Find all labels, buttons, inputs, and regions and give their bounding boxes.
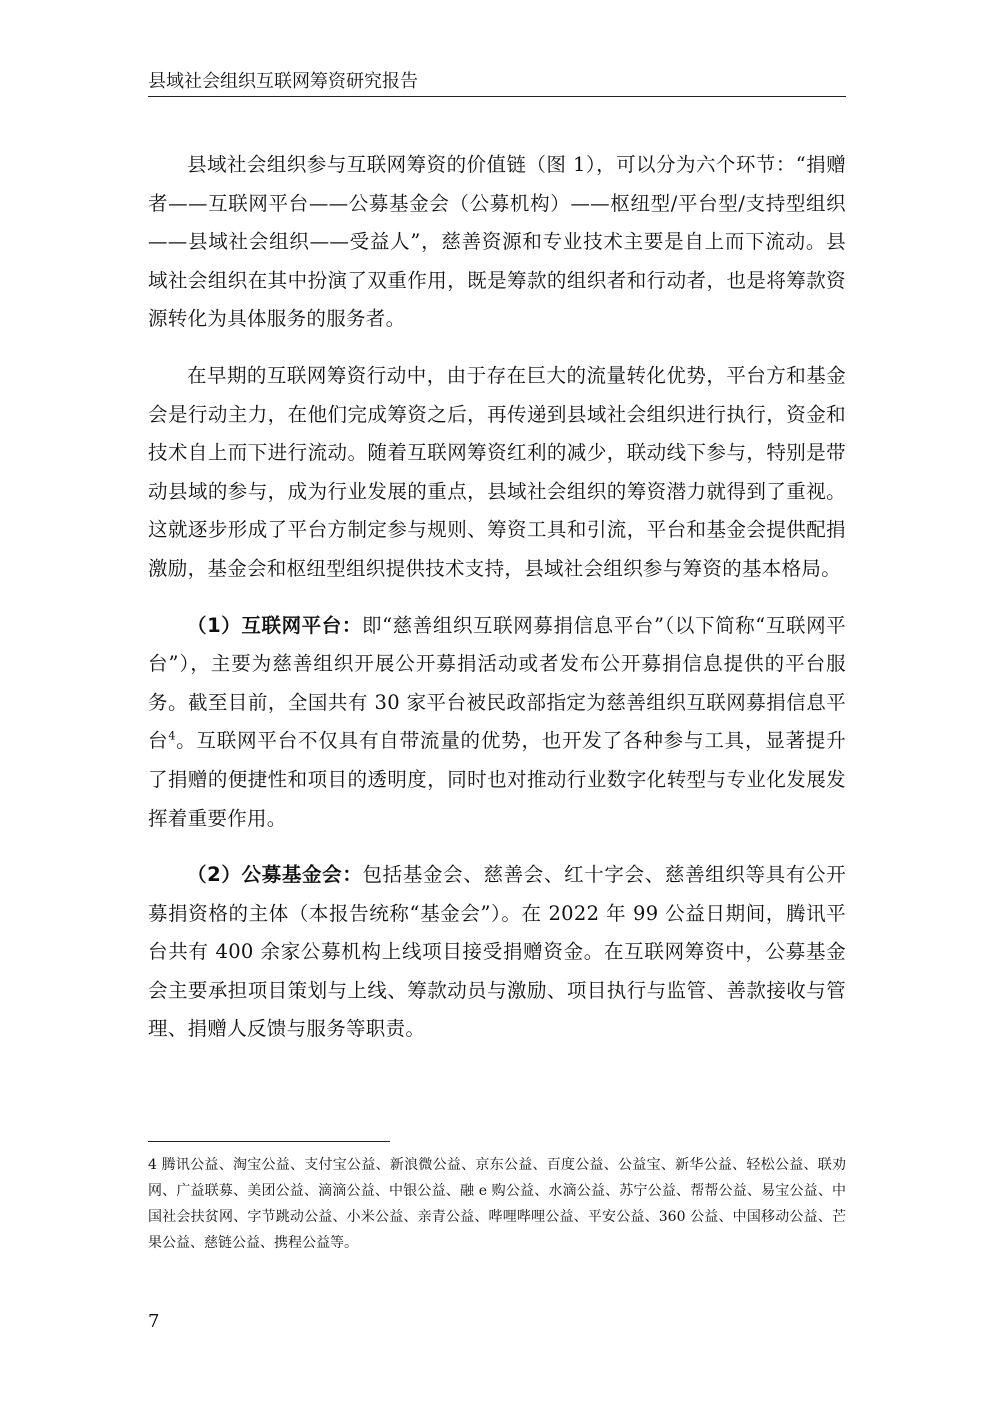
page-number: 7 (148, 1311, 160, 1332)
paragraph-text-public-foundation: 包括基金会、慈善会、红十字会、慈善组织等具有公开募捐资格的主体（本报告统称“基金会”）。在 2022 年 99 公益日期间，腾讯平台共有 400 余家公募机构上线项目接受捐赠资金。在互联网筹资中，公募基金会主要承担项目策划与上线、筹款动员与激励、项目执行与监管、善款接收与管理、捐赠人反馈与服务等职责。 (148, 863, 846, 1041)
running-header (148, 70, 846, 97)
footnote-reference[interactable]: 4 (168, 729, 176, 743)
paragraph-early-fundraising: 在早期的互联网筹资行动中，由于存在巨大的流量转化优势，平台方和基金会是行动主力，在他们完成筹资之后，再传递到县域社会组织进行执行，资金和技术自上而下进行流动。随着互联网筹资红利的减少，联动线下参与，特别是带动县域的参与，成为行业发展的重点，县域社会组织的筹资潜力就得到了重视。这就逐步形成了平台方制定参与规则、筹资工具和引流，平台和基金会提供配捐激励，基金会和枢纽型组织提供技术支持，县域社会组织参与筹资的基本格局。 (148, 363, 846, 580)
paragraph-text-internet-platform-2: 。互联网平台不仅具有自带流量的优势，也开发了各种参与工具，显著提升了捐赠的便捷性和项目的透明度，同时也对推动行业数字化转型与专业化发展发挥着重要作用。 (148, 729, 846, 830)
paragraph-public-foundation (148, 856, 846, 1049)
footnote-divider (148, 1141, 390, 1142)
paragraph-value-chain: 县域社会组织参与互联网筹资的价值链（图 1），可以分为六个环节：“捐赠者——互联网平台——公募基金会（公募机构）——枢纽型/平台型/支持型组织——县域社会组织——受益人”，慈善资源和专业技术主要是自上而下流动。县域社会组织在其中扮演了双重作用，既是筹款的组织者和行动者，也是将筹款资源转化为具体服务的服务者。 (148, 153, 846, 331)
paragraph-text-internet-platform-1: 即“慈善组织互联网募捐信息平台”（以下简称“互联网平台”），主要为慈善组织开展公开募捐活动或者发布公开募捐信息提供的平台服务。截至目前，全国共有 30 家平台被民政部指定为慈善组织互联网募捐信息平台 (148, 613, 846, 753)
paragraph-internet-platform (148, 607, 846, 839)
footnote-number: 4 (148, 1157, 157, 1173)
footnote-text: 腾讯公益、淘宝公益、支付宝公益、新浪微公益、京东公益、百度公益、公益宝、新华公益、轻松公益、联劝网、广益联募、美团公益、滴滴公益、中银公益、融 e 购公益、水滴公益、苏宁公益、帮帮公益、易宝公益、中国社会扶贫网、字节跳动公益、小米公益、亲青公益、哔哩哔哩公益、平安公益、360 公益、中国移动公益、芒果公益、慈链公益、携程公益等。 (148, 1157, 846, 1251)
report-body (148, 146, 846, 1067)
footnote (148, 1152, 846, 1256)
paragraph-lead-internet-platform: （1）互联网平台： (187, 613, 362, 637)
report-title: 县域社会组织互联网筹资研究报告 (148, 71, 418, 92)
paragraph-lead-public-foundation: （2）公募基金会： (187, 863, 363, 887)
